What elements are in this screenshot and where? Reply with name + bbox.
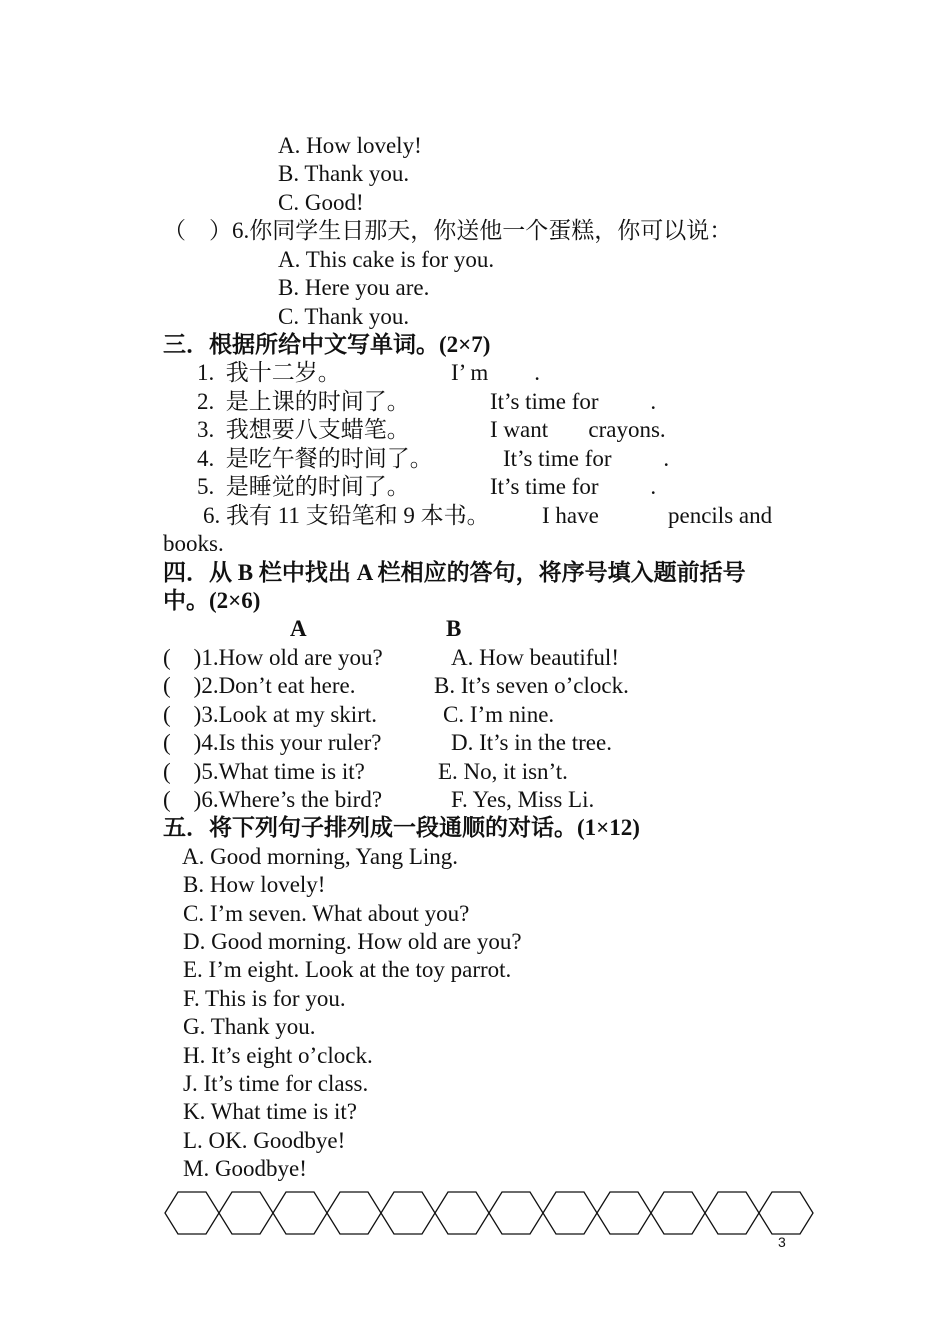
match-answer-a: A. How beautiful! xyxy=(451,645,619,670)
hexagon-answer-box xyxy=(273,1192,327,1234)
dialogue-line-f: F. This is for you. xyxy=(183,986,346,1011)
dialogue-line-e: E. I’m eight. Look at the toy parrot. xyxy=(183,957,512,982)
match-question-3: ( )3.Look at my skirt. xyxy=(163,702,377,727)
hexagon-answer-box xyxy=(327,1192,381,1234)
hexagon-answer-box xyxy=(381,1192,435,1234)
hexagon-answer-box xyxy=(219,1192,273,1234)
dialogue-line-c: C. I’m seven. What about you? xyxy=(183,901,470,926)
sec3-item-2-en: It’s time for . xyxy=(490,389,657,414)
sec3-item-6-en-a: I have xyxy=(542,503,599,528)
section4-heading-line2: 中。(2×6) xyxy=(163,588,261,613)
match-answer-d: D. It’s in the tree. xyxy=(451,730,612,755)
sec3-item-6-cn: 6. 我有 11 支铅笔和 9 本书。 xyxy=(203,503,490,528)
match-question-1: ( )1.How old are you? xyxy=(163,645,383,670)
q5-option-c: C. Good! xyxy=(278,190,364,215)
dialogue-line-g: G. Thank you. xyxy=(183,1014,316,1039)
match-question-5: ( )5.What time is it? xyxy=(163,759,365,784)
dialogue-line-m: M. Goodbye! xyxy=(183,1156,307,1181)
hexagon-answer-box xyxy=(489,1192,543,1234)
match-question-6: ( )6.Where’s the bird? xyxy=(163,787,383,812)
hexagon-answer-box xyxy=(597,1192,651,1234)
match-question-4: ( )4.Is this your ruler? xyxy=(163,730,382,755)
page-number: 3 xyxy=(778,1234,786,1250)
match-answer-b: B. It’s seven o’clock. xyxy=(434,673,629,698)
dialogue-line-h: H. It’s eight o’clock. xyxy=(183,1043,373,1068)
sec3-item-5-cn: 5. 是睡觉的时间了。 xyxy=(197,474,410,499)
q5-option-a: A. How lovely! xyxy=(278,133,422,158)
hexagon-answer-box xyxy=(435,1192,489,1234)
sec3-item-3-en: I want crayons. xyxy=(490,417,666,442)
dialogue-line-b: B. How lovely! xyxy=(183,872,326,897)
hexagon-answer-box xyxy=(651,1192,705,1234)
dialogue-line-k: K. What time is it? xyxy=(183,1099,357,1124)
hexagon-answer-box xyxy=(543,1192,597,1234)
q6-option-b: B. Here you are. xyxy=(278,275,430,300)
sec3-item-6-en-b: pencils and xyxy=(668,503,773,528)
q6-prompt: （ ）6.你同学生日那天，你送他一个蛋糕，你可以说： xyxy=(163,218,733,243)
sec3-item-4-en: It’s time for . xyxy=(503,446,670,471)
dialogue-line-a: A. Good morning, Yang Ling. xyxy=(182,844,459,869)
hexagon-answer-box xyxy=(759,1192,813,1234)
sec3-item-5-en: It’s time for . xyxy=(490,474,657,499)
match-answer-f: F. Yes, Miss Li. xyxy=(451,787,595,812)
sec3-item-2-cn: 2. 是上课的时间了。 xyxy=(197,389,410,414)
q5-option-b: B. Thank you. xyxy=(278,161,410,186)
sec3-item-3-cn: 3. 我想要八支蜡笔。 xyxy=(197,417,410,442)
dialogue-line-d: D. Good morning. How old are you? xyxy=(183,929,522,954)
hexagon-answer-box xyxy=(165,1192,219,1234)
column-b-header: B xyxy=(446,616,462,641)
hexagon-answer-boxes xyxy=(163,1190,815,1236)
q6-option-a: A. This cake is for you. xyxy=(278,247,495,272)
section4-heading-line1: 四．从 B 栏中找出 A 栏相应的答句，将序号填入题前括号 xyxy=(163,560,746,585)
sec3-item-1-cn: 1. 我十二岁。 xyxy=(197,360,341,385)
match-question-2: ( )2.Don’t eat here. xyxy=(163,673,356,698)
sec3-item-4-cn: 4. 是吃午餐的时间了。 xyxy=(197,446,433,471)
match-answer-e: E. No, it isn’t. xyxy=(438,759,568,784)
sec3-item-1-en: I’ m . xyxy=(451,360,541,385)
column-a-header: A xyxy=(290,616,307,641)
dialogue-line-l: L. OK. Goodbye! xyxy=(183,1128,346,1153)
sec3-item-6-continuation: books. xyxy=(163,531,224,556)
section3-heading: 三．根据所给中文写单词。(2×7) xyxy=(163,332,491,357)
q6-option-c: C. Thank you. xyxy=(278,304,410,329)
section5-heading: 五．将下列句子排列成一段通顺的对话。(1×12) xyxy=(163,815,640,840)
match-answer-c: C. I’m nine. xyxy=(443,702,555,727)
dialogue-line-j: J. It’s time for class. xyxy=(183,1071,369,1096)
hexagon-answer-box xyxy=(705,1192,759,1234)
